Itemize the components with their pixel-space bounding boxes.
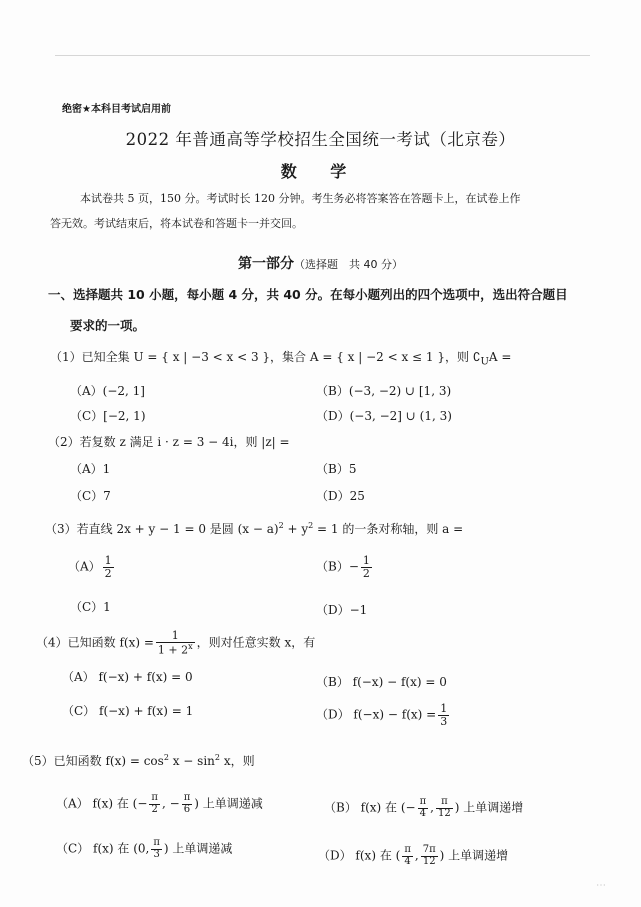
q1-option-c: （C）[−2, 1) — [70, 409, 146, 423]
q2-option-c: （C）7 — [70, 489, 111, 503]
section-instruction-2: 要求的一项。 — [70, 318, 146, 333]
part-heading — [0, 253, 641, 273]
q1-option-a: （A）(−2, 1] — [70, 384, 145, 398]
fraction: $\frac{\pi}{2}$ — [151, 792, 158, 815]
q3-option-a: （A） $\frac{1}{2}$ — [68, 554, 112, 580]
fraction: $\frac{\pi}{12}$ — [437, 796, 451, 819]
exam-title: 2022 年普通高等学校招生全国统一考试（北京卷） — [125, 130, 516, 149]
fraction: $\frac{\pi}{4}$ — [419, 796, 427, 819]
q2-option-d: （D）25 — [316, 489, 365, 503]
q2-option-b: （B）5 — [316, 462, 357, 476]
q5-option-d: （D） f(x) 在 ( $\frac{\pi}{4}$ , $\frac{7\pi}{12}$ ) 上单调递增 — [318, 844, 509, 867]
secret-label: 绝密★本科目考试启用前 — [62, 104, 171, 115]
q1-option-b: （B）(−3, −2) ∪ [1, 3) — [316, 384, 452, 398]
fraction: $\frac{1}{1 + 2^x}$ — [157, 629, 193, 657]
fraction: $\frac{\pi}{4}$ — [404, 844, 411, 867]
subject-title: 数 学 — [280, 162, 361, 181]
fraction: $\frac{1}{2}$ — [362, 554, 370, 580]
q5-option-a: （A） f(x) 在 (− $\frac{\pi}{2}$ , − $\frac{\pi}{6}$ ) 上单调递减 — [56, 792, 263, 815]
q3-option-c: （C）1 — [70, 600, 111, 614]
q1-option-d: （D）(−3, −2] ∪ (1, 3) — [316, 409, 452, 423]
question-1-stem: （1）已知全集 U = { x | −3 < x < 3 }，集合 A = { x | −2 < x ≤ 1 }，则 $∁_UA$ = — [50, 350, 512, 368]
section-instruction-1: 一、选择题共 10 小题，每小题 4 分，共 40 分。在每小题列出的四个选项中，选出符合题目 — [48, 287, 568, 302]
notice-line-1: 本试卷共 5 页，150 分。考试时长 120 分钟。考生务必将答案答在答题卡上，在试卷上作 — [80, 192, 521, 205]
q3-option-d: （D）−1 — [316, 603, 368, 617]
notice-line-2: 答无效。考试结束后，将本试卷和答题卡一并交回。 — [50, 217, 303, 230]
top-divider — [55, 55, 590, 56]
question-5-stem: （5）已知函数 $f(x) = \cos^2 x - \sin^2 x$，则 — [22, 753, 255, 768]
fraction: $\frac{\pi}{6}$ — [183, 792, 191, 815]
watermark-icon: ⋯ — [596, 880, 606, 891]
fraction: $\frac{1}{2}$ — [104, 554, 112, 580]
question-3-stem: （3）若直线 2x + y − 1 = 0 是圆 $(x - a)^2 + y^2 = 1$ 的一条对称轴，则 a = — [45, 521, 464, 536]
q4-option-d: （D） f(−x) − f(x) = $\frac{1}{3}$ — [316, 702, 448, 728]
q3-option-b: （B）− $\frac{1}{2}$ — [316, 554, 370, 580]
question-2-stem: （2）若复数 z 满足 i · z = 3 − 4i，则 |z| = — [48, 435, 290, 449]
part-title: 第一部分 — [238, 256, 294, 272]
part-subtitle: （选择题 共 40 分） — [294, 258, 403, 271]
q2-option-a: （A）1 — [70, 462, 111, 476]
q4-option-b: （B） f(−x) − f(x) = 0 — [316, 675, 447, 689]
fraction: $\frac{1}{3}$ — [440, 702, 448, 728]
q4-option-c: （C） f(−x) + f(x) = 1 — [62, 704, 194, 718]
fraction: $\frac{7\pi}{12}$ — [422, 844, 436, 867]
question-4-stem: （4）已知函数 f(x) = $\frac{1}{1 + 2^x}$ ，则对任意实数 x，有 — [36, 629, 316, 657]
q4-option-a: （A） f(−x) + f(x) = 0 — [62, 670, 193, 684]
q5-option-c: （C） f(x) 在 (0, $\frac{\pi}{3}$ ) 上单调递减 — [56, 837, 233, 860]
fraction: $\frac{\pi}{3}$ — [153, 837, 160, 860]
q5-option-b: （B） f(x) 在 (− $\frac{\pi}{4}$ , $\frac{\pi}{12}$ ) 上单调递增 — [324, 796, 524, 819]
